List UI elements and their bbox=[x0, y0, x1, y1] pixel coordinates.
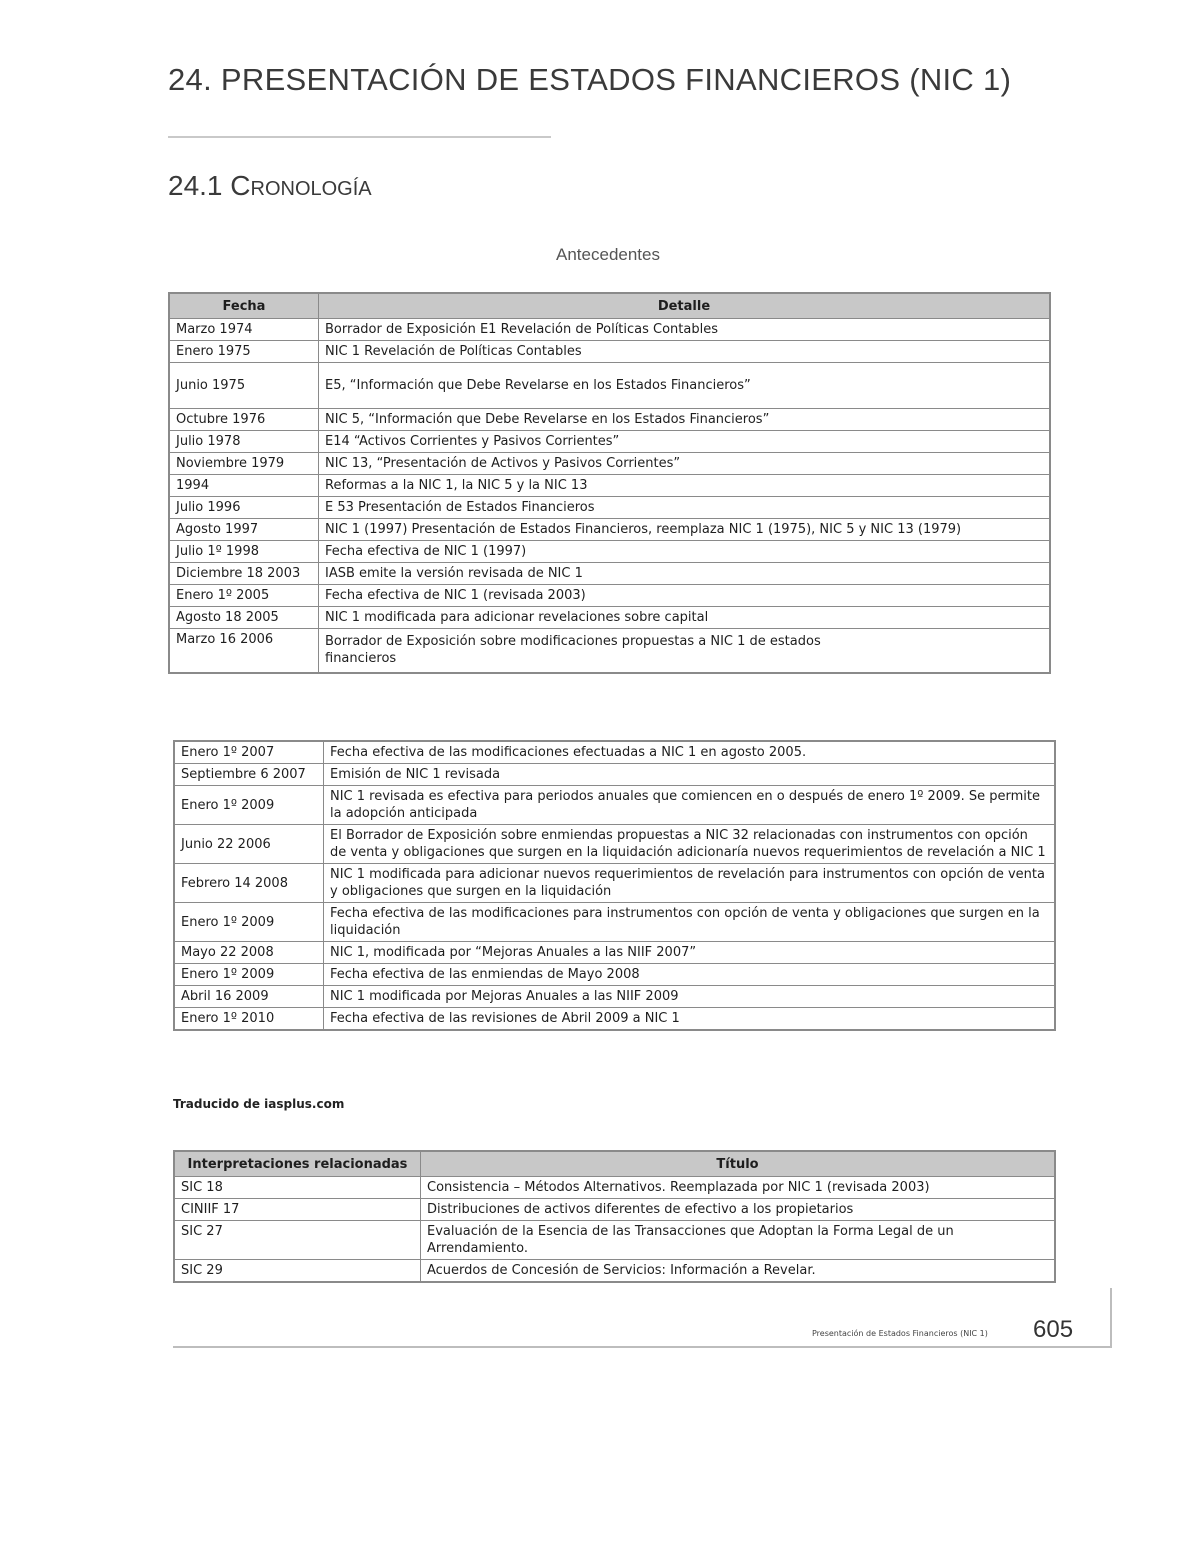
detail-cell: Fecha efectiva de las modificaciones para instrumentos con opción de venta y obligaciones que surgen en la liquidación bbox=[324, 903, 1056, 942]
detail-cell: NIC 13, “Presentación de Activos y Pasivos Corrientes” bbox=[319, 453, 1051, 475]
detail-cell: Fecha efectiva de NIC 1 (1997) bbox=[319, 541, 1051, 563]
table-row bbox=[169, 629, 1050, 673]
page-number: 605 bbox=[1033, 1316, 1074, 1343]
interpretation-cell: SIC 18 bbox=[174, 1177, 421, 1199]
header-titulo: Título bbox=[421, 1151, 1056, 1177]
table-row bbox=[174, 964, 1055, 986]
date-cell: Febrero 14 2008 bbox=[174, 864, 324, 903]
table-row bbox=[169, 453, 1050, 475]
page-title: 24. PRESENTACIÓN DE ESTADOS FINANCIEROS (NIC 1) bbox=[168, 62, 1012, 97]
title-cell: Evaluación de la Esencia de las Transacciones que Adoptan la Forma Legal de un Arrendamiento. bbox=[421, 1221, 1056, 1260]
detail-cell: E5, “Información que Debe Revelarse en los Estados Financieros” bbox=[319, 363, 1051, 409]
detail-cell: Borrador de Exposición E1 Revelación de Políticas Contables bbox=[319, 319, 1051, 341]
table-row bbox=[169, 541, 1050, 563]
detail-cell: Fecha efectiva de las modificaciones efectuadas a NIC 1 en agosto 2005. bbox=[324, 741, 1056, 764]
date-cell: Diciembre 18 2003 bbox=[169, 563, 319, 585]
detail-cell: NIC 1 modificada por Mejoras Anuales a las NIIF 2009 bbox=[324, 986, 1056, 1008]
detail-cell: Fecha efectiva de NIC 1 (revisada 2003) bbox=[319, 585, 1051, 607]
table-row bbox=[174, 942, 1055, 964]
date-cell: 1994 bbox=[169, 475, 319, 497]
date-cell: Julio 1º 1998 bbox=[169, 541, 319, 563]
table-row bbox=[169, 497, 1050, 519]
table-row bbox=[169, 519, 1050, 541]
date-cell: Enero 1º 2009 bbox=[174, 786, 324, 825]
date-cell: Enero 1º 2009 bbox=[174, 964, 324, 986]
date-cell: Octubre 1976 bbox=[169, 409, 319, 431]
table-row bbox=[169, 431, 1050, 453]
interpretation-cell: CINIIF 17 bbox=[174, 1199, 421, 1221]
date-cell: Mayo 22 2008 bbox=[174, 942, 324, 964]
date-cell: Marzo 1974 bbox=[169, 319, 319, 341]
interpretation-cell: SIC 29 bbox=[174, 1260, 421, 1283]
date-cell: Marzo 16 2006 bbox=[169, 629, 319, 673]
detail-cell: Reformas a la NIC 1, la NIC 5 y la NIC 13 bbox=[319, 475, 1051, 497]
title-cell: Acuerdos de Concesión de Servicios: Información a Revelar. bbox=[421, 1260, 1056, 1283]
table-header-row bbox=[169, 293, 1050, 319]
table-row bbox=[174, 1177, 1055, 1199]
table-row bbox=[169, 475, 1050, 497]
detail-cell: NIC 1 revisada es efectiva para periodos anuales que comiencen en o después de enero 1º 2009. Se permite la adopción anticipada bbox=[324, 786, 1056, 825]
title-divider bbox=[168, 136, 551, 138]
header-interpretaciones: Interpretaciones relacionadas bbox=[174, 1151, 421, 1177]
detail-cell: Borrador de Exposición sobre modificaciones propuestas a NIC 1 de estados financieros bbox=[319, 629, 1051, 673]
table-row bbox=[169, 341, 1050, 363]
date-cell: Septiembre 6 2007 bbox=[174, 764, 324, 786]
table-row bbox=[174, 764, 1055, 786]
detail-cell: E 53 Presentación de Estados Financieros bbox=[319, 497, 1051, 519]
table-row bbox=[174, 1008, 1055, 1031]
source-note: Traducido de iasplus.com bbox=[173, 1097, 345, 1111]
section-title: 24.1 Cronología bbox=[168, 170, 372, 201]
history-table bbox=[168, 292, 1051, 674]
detail-cell: NIC 1 (1997) Presentación de Estados Financieros, reemplaza NIC 1 (1975), NIC 5 y NIC 13 (1979) bbox=[319, 519, 1051, 541]
detail-cell: NIC 1 modificada para adicionar revelaciones sobre capital bbox=[319, 607, 1051, 629]
title-cell: Consistencia – Métodos Alternativos. Reemplazada por NIC 1 (revisada 2003) bbox=[421, 1177, 1056, 1199]
table-row bbox=[174, 1199, 1055, 1221]
detail-cell: El Borrador de Exposición sobre enmiendas propuestas a NIC 32 relacionadas con instrumentos con opción de venta y obligaciones que surgen en la liquidación adicionaría nuevos requerimientos de revelación a NIC 1 bbox=[324, 825, 1056, 864]
title-cell: Distribuciones de activos diferentes de efectivo a los propietarios bbox=[421, 1199, 1056, 1221]
running-footer: Presentación de Estados Financieros (NIC 1) bbox=[812, 1329, 988, 1338]
table-header-row bbox=[174, 1151, 1055, 1177]
table-caption: Antecedentes bbox=[556, 245, 660, 264]
footer-vertical-rule bbox=[1110, 1288, 1112, 1348]
date-cell: Agosto 1997 bbox=[169, 519, 319, 541]
date-cell: Enero 1975 bbox=[169, 341, 319, 363]
date-cell: Junio 22 2006 bbox=[174, 825, 324, 864]
table-row bbox=[169, 319, 1050, 341]
table-row bbox=[174, 903, 1055, 942]
table-row bbox=[174, 741, 1055, 764]
detail-cell: E14 “Activos Corrientes y Pasivos Corrientes” bbox=[319, 431, 1051, 453]
detail-cell: IASB emite la versión revisada de NIC 1 bbox=[319, 563, 1051, 585]
detail-cell: Fecha efectiva de las enmiendas de Mayo 2008 bbox=[324, 964, 1056, 986]
table-row bbox=[174, 1221, 1055, 1260]
table-row bbox=[174, 986, 1055, 1008]
table-row bbox=[174, 864, 1055, 903]
detail-cell: Fecha efectiva de las revisiones de Abril 2009 a NIC 1 bbox=[324, 1008, 1056, 1031]
footer-horizontal-rule bbox=[173, 1346, 1112, 1348]
table-row bbox=[174, 825, 1055, 864]
header-fecha: Fecha bbox=[169, 293, 319, 319]
table-row bbox=[174, 1260, 1055, 1283]
date-cell: Julio 1978 bbox=[169, 431, 319, 453]
table-row bbox=[169, 585, 1050, 607]
date-cell: Enero 1º 2010 bbox=[174, 1008, 324, 1031]
detail-cell: NIC 1, modificada por “Mejoras Anuales a las NIIF 2007” bbox=[324, 942, 1056, 964]
date-cell: Agosto 18 2005 bbox=[169, 607, 319, 629]
detail-cell: Emisión de NIC 1 revisada bbox=[324, 764, 1056, 786]
date-cell: Abril 16 2009 bbox=[174, 986, 324, 1008]
date-cell: Enero 1º 2005 bbox=[169, 585, 319, 607]
table-row bbox=[169, 607, 1050, 629]
detail-cell: NIC 1 modificada para adicionar nuevos requerimientos de revelación para instrumentos con opción de venta y obligaciones que surgen en la liquidación bbox=[324, 864, 1056, 903]
date-cell: Julio 1996 bbox=[169, 497, 319, 519]
detail-cell: NIC 1 Revelación de Políticas Contables bbox=[319, 341, 1051, 363]
date-cell: Noviembre 1979 bbox=[169, 453, 319, 475]
table-row bbox=[169, 563, 1050, 585]
detail-cell: NIC 5, “Información que Debe Revelarse en los Estados Financieros” bbox=[319, 409, 1051, 431]
date-cell: Enero 1º 2009 bbox=[174, 903, 324, 942]
table-row bbox=[169, 409, 1050, 431]
date-cell: Junio 1975 bbox=[169, 363, 319, 409]
header-detalle: Detalle bbox=[319, 293, 1051, 319]
table-row bbox=[169, 363, 1050, 409]
interpretations-table bbox=[173, 1150, 1056, 1283]
history-table-continued bbox=[173, 740, 1056, 1031]
date-cell: Enero 1º 2007 bbox=[174, 741, 324, 764]
table-row bbox=[174, 786, 1055, 825]
interpretation-cell: SIC 27 bbox=[174, 1221, 421, 1260]
